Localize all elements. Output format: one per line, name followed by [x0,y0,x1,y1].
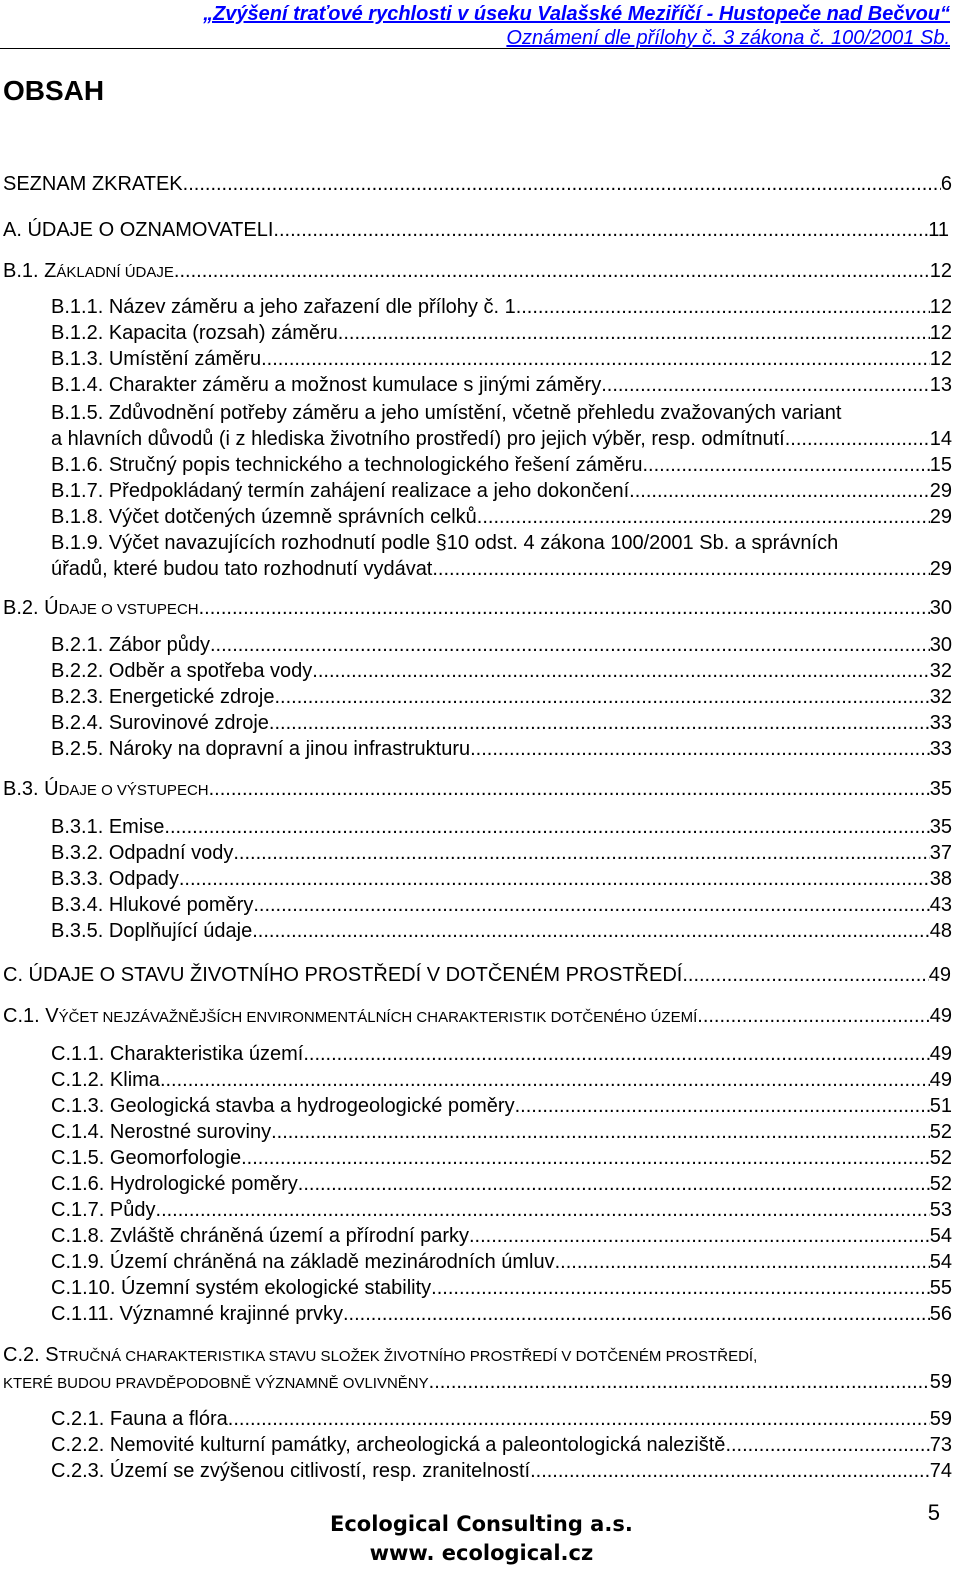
toc-entry[interactable]: A. ÚDAJE O OZNAMOVATELI ..... 11 [3,218,949,242]
footer [330,1510,633,1568]
header-title: „Zvýšení traťové rychlosti v úseku Valašské Meziříčí - Hustopeče nad Bečvou“ [203,3,950,25]
toc-entry[interactable]: B.3.2. Odpadní vody ..... 37 [51,841,952,865]
toc-entry[interactable]: C.1. VÝČET NEJZÁVAŽNĚJŠÍCH ENVIRONMENTÁLNÍCH CHARAKTERISTIK DOTČENÉHO ÚZEMÍ ..... 49 [3,1004,952,1030]
footer-web: www. ecological.cz [369,1541,594,1565]
toc-entry-line[interactable]: B.1.5. Zdůvodnění potřeby záměru a jeho umístění, včetně přehledu zvažovaných variant [51,402,842,424]
toc-entry[interactable]: B.1.3. Umístění záměru ..... 12 [51,347,952,371]
footer-company: Ecological Consulting a.s. [330,1512,633,1536]
toc-entry[interactable]: B.1. ZÁKLADNÍ ÚDAJE ..... 12 [3,259,952,285]
toc-entry[interactable]: C.1.4. Nerostné suroviny ..... 52 [51,1120,952,1144]
toc-entry[interactable]: B.1.1. Název záměru a jeho zařazení dle přílohy č. 1 ..... 12 [51,295,952,319]
toc-entry[interactable]: C.2.1. Fauna a flóra ..... 59 [51,1407,952,1431]
toc-entry[interactable]: B.2. ÚDAJE O VSTUPECH ..... 30 [3,596,952,622]
toc-entry[interactable]: B.1.8. Výčet dotčených územně správních celků ..... 29 [51,505,952,529]
toc-entry[interactable]: B.3. ÚDAJE O VÝSTUPECH ..... 35 [3,777,952,803]
toc-entry[interactable]: B.3.4. Hlukové poměry ..... 43 [51,893,952,917]
toc-entry[interactable]: B.2.3. Energetické zdroje ..... 32 [51,685,952,709]
toc-entry-line[interactable]: B.1.9. Výčet navazujících rozhodnutí podle §10 odst. 4 zákona 100/2001 Sb. a správních [51,532,839,554]
toc-entry[interactable]: B.2.2. Odběr a spotřeba vody ..... 32 [51,659,952,683]
toc-entry[interactable]: C.1.5. Geomorfologie ..... 52 [51,1146,952,1170]
toc-entry[interactable]: B.1.2. Kapacita (rozsah) záměru ..... 12 [51,321,952,345]
toc-entry[interactable]: B.3.5. Doplňující údaje ..... 48 [51,919,952,943]
header-subtitle: Oznámení dle přílohy č. 3 zákona č. 100/2001 Sb. [506,27,950,49]
toc-entry[interactable]: C.1.1. Charakteristika území ..... 49 [51,1042,952,1066]
toc-entry[interactable]: B.2.4. Surovinové zdroje ..... 33 [51,711,952,735]
toc-entry[interactable]: SEZNAM ZKRATEK ..... 6 [3,172,952,196]
toc-entry[interactable]: C.1.2. Klima ..... 49 [51,1068,952,1092]
toc-entry[interactable]: C.2.3. Území se zvýšenou citlivostí, resp. zranitelností ..... 74 [51,1459,952,1483]
toc-entry[interactable]: C.1.11. Významné krajinné prvky ..... 56 [51,1302,952,1326]
toc-entry[interactable]: B.1.4. Charakter záměru a možnost kumulace s jinými záměry ..... 13 [51,373,952,397]
toc-entry[interactable]: C. ÚDAJE O STAVU ŽIVOTNÍHO PROSTŘEDÍ V DOTČENÉM PROSTŘEDÍ ..... 49 [3,963,951,987]
toc-entry[interactable]: a hlavních důvodů (i z hlediska životního prostředí) pro jejich výběr, resp. odmítnutí ..... 14 [51,427,952,451]
toc-entry[interactable]: C.1.6. Hydrologické poměry ..... 52 [51,1172,952,1196]
toc-entry[interactable]: B.2.1. Zábor půdy ..... 30 [51,633,952,657]
toc-entry[interactable]: C.1.9. Území chráněná na základě mezinárodních úmluv ..... 54 [51,1250,952,1274]
page-number: 5 [927,1500,940,1525]
toc-entry[interactable]: úřadů, které budou tato rozhodnutí vydávat ..... 29 [51,557,952,581]
toc-entry-line[interactable]: C.2. STRUČNÁ CHARAKTERISTIKA STAVU SLOŽEK ŽIVOTNÍHO PROSTŘEDÍ V DOTČENÉM PROSTŘEDÍ, [3,1344,758,1366]
toc-entry[interactable]: C.1.7. Půdy ..... 53 [51,1198,952,1222]
toc-entry[interactable]: B.1.6. Stručný popis technického a technologického řešení záměru ..... 15 [51,453,952,477]
toc-entry[interactable]: B.3.1. Emise ..... 35 [51,815,952,839]
toc-entry[interactable]: C.1.10. Územní systém ekologické stability ..... 55 [51,1276,952,1300]
toc-entry[interactable]: C.1.8. Zvláště chráněná území a přírodní parky ..... 54 [51,1224,952,1248]
toc-entry[interactable]: B.3.3. Odpady ..... 38 [51,867,952,891]
toc-entry[interactable]: C.1.3. Geologická stavba a hydrogeologické poměry ..... 51 [51,1094,952,1118]
toc-entry[interactable]: B.2.5. Nároky na dopravní a jinou infrastrukturu ..... 33 [51,737,952,761]
toc-entry[interactable]: C.2.2. Nemovité kulturní památky, archeologická a paleontologická naleziště ..... 73 [51,1433,952,1457]
toc-entry[interactable]: B.1.7. Předpokládaný termín zahájení realizace a jeho dokončení ..... 29 [51,479,952,503]
toc-entry[interactable]: KTERÉ BUDOU PRAVDĚPODOBNĚ VÝZNAMNĚ OVLIVNĚNY ..... 59 [3,1370,952,1396]
page-title: OBSAH [3,75,105,106]
